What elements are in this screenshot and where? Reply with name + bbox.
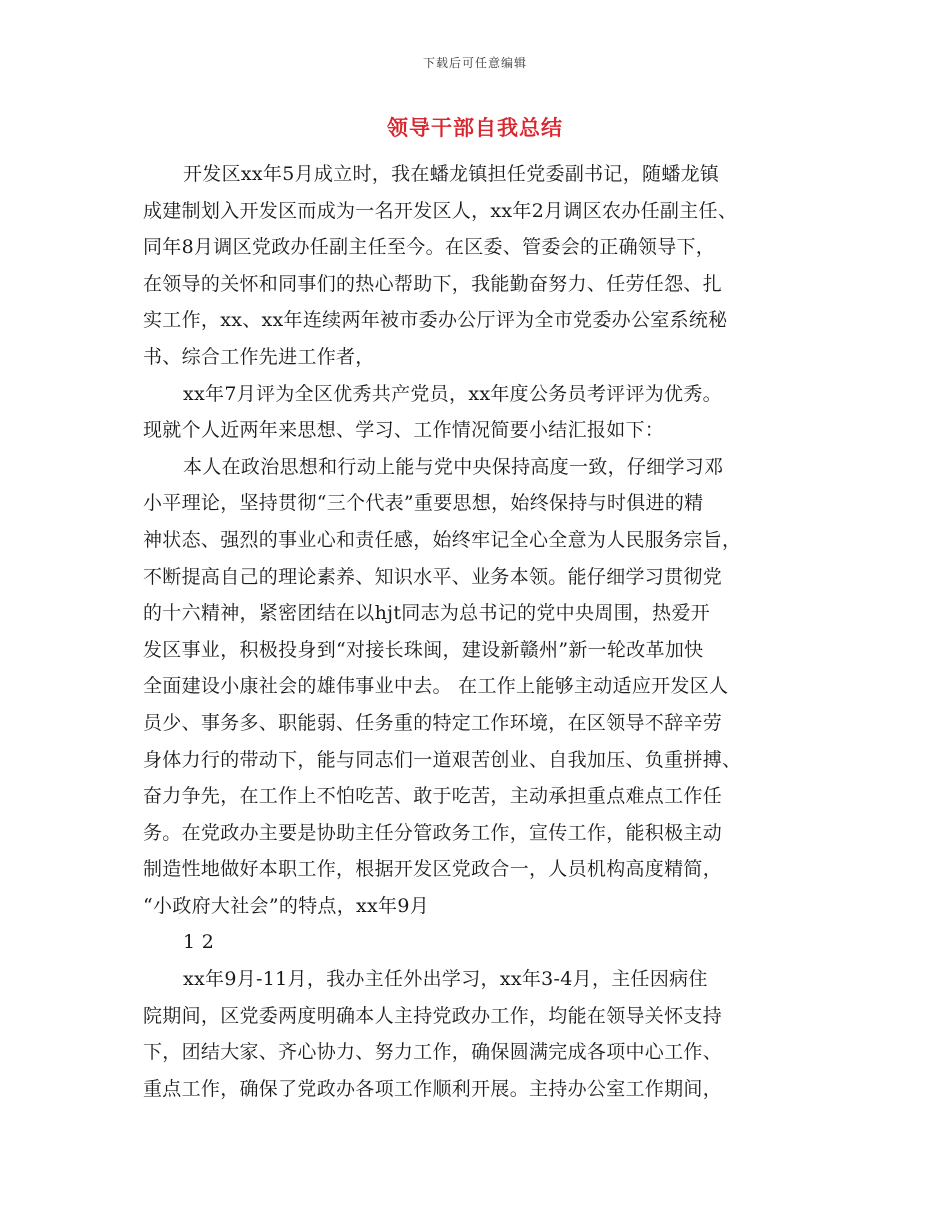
body-line: 奋力争先，在工作上不怕吃苦、敢于吃苦，主动承担重点难点工作任: [143, 785, 723, 808]
body-line: 全面建设小康社会的雄伟事业中去。 在工作上能够主动适应开发区人: [143, 675, 729, 698]
body-line: 实工作，xx、xx年连续两年被市委办公厅评为全市党委办公室系统秘: [143, 309, 728, 332]
body-line: 院期间，区党委两度明确本人主持党政办工作，均能在领导关怀支持: [143, 1004, 723, 1027]
body-line: 身体力行的带动下，能与同志们一道艰苦创业、自我加压、负重拼搏、: [143, 748, 742, 771]
body-line: 神状态、强烈的事业心和责任感，始终牢记全心全意为人民服务宗旨，: [143, 528, 742, 551]
body-line: 员少、事务多、职能弱、任务重的特定工作环境，在区领导不辞辛劳: [143, 711, 723, 734]
page-number-text: 1 2: [183, 931, 215, 954]
body-line: 同年8月调区党政办任副主任至今。在区委、管委会的正确领导下，: [143, 236, 716, 259]
body-line: 本人在政治思想和行动上能与党中央保持高度一致，仔细学习邓: [183, 455, 724, 478]
body-line: 发区事业，积极投身到“对接长珠闽，建设新赣州”新一轮改革加快: [143, 638, 704, 661]
document-title: 领导干部自我总结: [387, 115, 563, 140]
body-line: 的十六精神，紧密团结在以hjt同志为总书记的党中央周围，热爱开: [143, 602, 711, 625]
header-note: 下载后可任意编辑: [422, 56, 527, 70]
body-line: 现就个人近两年来思想、学习、工作情况简要小结汇报如下：: [143, 419, 665, 442]
body-line: 重点工作，确保了党政办各项工作顺利开展。主持办公室工作期间，: [143, 1077, 723, 1100]
body-line: 不断提高自己的理论素养、知识水平、业务本领。能仔细学习贯彻党: [143, 565, 723, 588]
body-line: 制造性地做好本职工作，根据开发区党政合一，人员机构高度精简，: [143, 858, 723, 881]
body-line: 小平理论，坚持贯彻“三个代表”重要思想，始终保持与时俱进的精: [143, 492, 704, 515]
body-line: 开发区xx年5月成立时，我在蟠龙镇担任党委副书记，随蟠龙镇: [183, 163, 720, 185]
body-line: xx年7月评为全区优秀共产党员，xx年度公务员考评评为优秀。: [183, 382, 722, 405]
body-line: “小政府大社会”的特点，xx年9月: [143, 894, 430, 917]
document-body: [143, 156, 811, 1107]
body-line: xx年9月-11月，我办主任外出学习，xx年3-4月，主任因病住: [183, 968, 708, 991]
body-line: 下，团结大家、齐心协力、努力工作，确保圆满完成各项中心工作、: [143, 1041, 723, 1064]
body-line: 务。在党政办主要是协助主任分管政务工作，宣传工作，能积极主动: [143, 821, 723, 844]
body-line: 在领导的关怀和同事们的热心帮助下，我能勤奋努力、任劳任怨、扎: [143, 272, 723, 295]
body-line: 书、综合工作先进工作者，: [143, 345, 375, 368]
body-line: 成建制划入开发区而成为一名开发区人，xx年2月调区农办任副主任、: [143, 199, 738, 222]
